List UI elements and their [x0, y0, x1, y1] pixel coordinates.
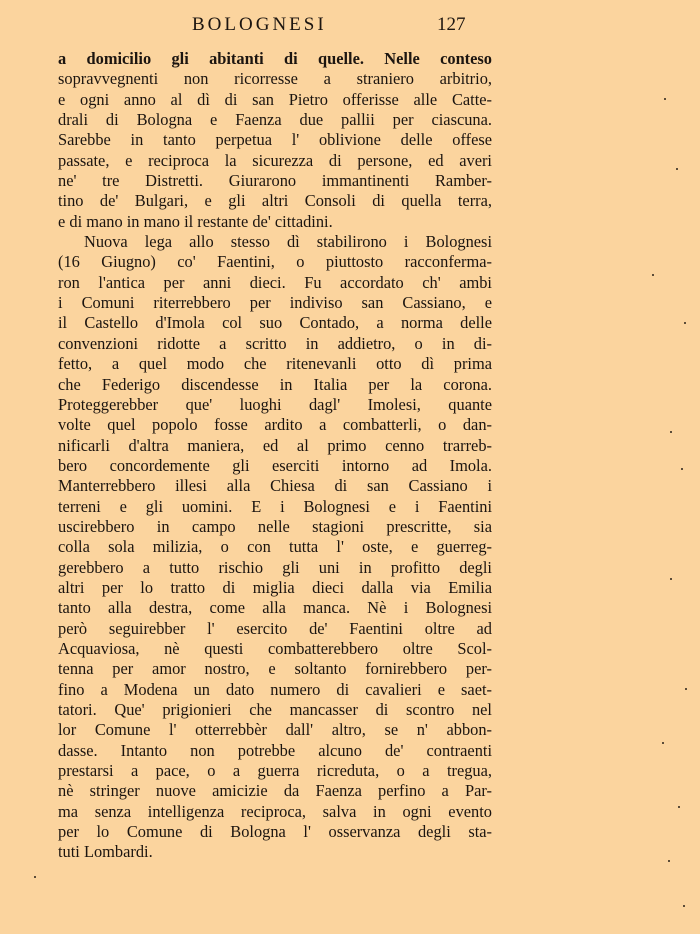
text-line: Proteggerebber que' luoghi dagl' Imolesi, quante: [58, 394, 492, 414]
text-line: che Federigo discendesse in Italia per la corona.: [58, 374, 492, 394]
text-line: tuti Lombardi.: [58, 842, 153, 862]
text-line: Acquaviosa, nè questi combatterebbero oltre Scol-: [58, 638, 492, 658]
text-line: nè stringer nuove amicizie da Faenza perfino a Par-: [58, 781, 492, 801]
text-line: per lo Comune di Bologna l' osservanza degli sta-: [58, 822, 492, 842]
text-line: fino a Modena un dato numero di cavalieri e saet-: [58, 679, 492, 699]
text-line: fetto, a quel modo che ritenevanli otto dì prima: [58, 354, 492, 374]
page-header: [0, 14, 700, 40]
scan-speck: [670, 431, 672, 433]
text-line: ne' tre Distretti. Giurarono immantinenti Ramber-: [58, 171, 492, 191]
text-line: uscirebbero in campo nelle stagioni prescritte, sia: [58, 516, 492, 536]
text-line: tino de' Bulgari, e gli altri Consoli di quella terra,: [58, 191, 492, 211]
text-line: terreni e gli uomini. E i Bolognesi e i Faentini: [58, 496, 492, 516]
scan-speck: [681, 468, 683, 470]
text-line: i Comuni riterrebbero per indiviso san Cassiano, e: [58, 293, 492, 313]
text-line: gerebbero a tutto rischio gli uni in profitto degli: [58, 557, 492, 577]
text-line: tatori. Que' prigionieri che mancasser di scontro nel: [58, 700, 492, 719]
scan-speck: [34, 876, 36, 878]
text-line: altri per lo tratto di miglia dieci dalla via Emilia: [58, 577, 492, 597]
scan-speck: [662, 742, 664, 744]
text-line: sopravvegnenti non ricorresse a straniero arbitrio,: [58, 69, 492, 89]
text-line: bero concordemente gli eserciti intorno ad Imola.: [58, 455, 492, 475]
scan-speck: [652, 274, 654, 276]
text-line: dasse. Intanto non potrebbe alcuno de' contraenti: [58, 740, 492, 760]
text-line: volte quel popolo fosse ardito a combatterli, o dan-: [58, 415, 492, 435]
body-text: [58, 49, 492, 863]
text-line: nificarli d'altra maniera, ed al primo cenno trarreb-: [58, 435, 492, 455]
text-line: a domicilio gli abitanti di quelle. Nelle conteso: [58, 49, 492, 68]
text-line: e ogni anno al dì di san Pietro offerisse alle Catte-: [58, 89, 492, 109]
text-line: Sarebbe in tanto perpetua l' oblivione delle offese: [58, 130, 492, 150]
text-line: lor Comune l' otterrebbèr dall' altro, se n' abbon-: [58, 720, 492, 740]
text-line: (16 Giugno) co' Faentini, o piuttosto racconferma-: [58, 252, 492, 272]
text-line: ron l'antica per anni dieci. Fu accordato ch' ambi: [58, 272, 492, 292]
text-line: prestarsi a pace, o a guerra ricreduta, o a tregua,: [58, 761, 492, 781]
text-line: e di mano in mano il restante de' cittadini.: [58, 211, 333, 231]
scan-speck: [676, 168, 678, 170]
scan-speck: [685, 688, 687, 690]
scan-speck: [683, 905, 685, 907]
text-line: colla sola milizia, o con tutta l' oste, e guerreg-: [58, 537, 492, 557]
page-number: 127: [437, 14, 466, 35]
text-line: il Castello d'Imola col suo Contado, a norma delle: [58, 313, 492, 333]
text-line: Nuova lega allo stesso dì stabilirono i Bolognesi: [84, 232, 492, 252]
scan-speck: [678, 806, 680, 808]
text-line: ma senza intelligenza reciproca, salva in ogni evento: [58, 801, 492, 821]
scan-speck: [684, 322, 686, 324]
text-line: però seguirebber l' esercito de' Faentini oltre ad: [58, 618, 492, 638]
text-line: Manterrebbero illesi alla Chiesa di san Cassiano i: [58, 476, 492, 496]
text-line: tanto alla destra, come alla manca. Nè i Bolognesi: [58, 598, 492, 618]
text-line: passate, e reciproca la sicurezza di persone, ed averi: [58, 150, 492, 170]
text-line: convenzioni ridotte a scritto in addietro, o in di-: [58, 333, 492, 353]
scan-speck: [664, 98, 666, 100]
scan-speck: [668, 860, 670, 862]
text-line: tenna per amor nostro, e soltanto fornirebbero per-: [58, 659, 492, 679]
text-line: drali di Bologna e Faenza due pallii per ciascuna.: [58, 110, 492, 130]
running-head: BOLOGNESI: [192, 14, 327, 35]
scan-speck: [670, 578, 672, 580]
